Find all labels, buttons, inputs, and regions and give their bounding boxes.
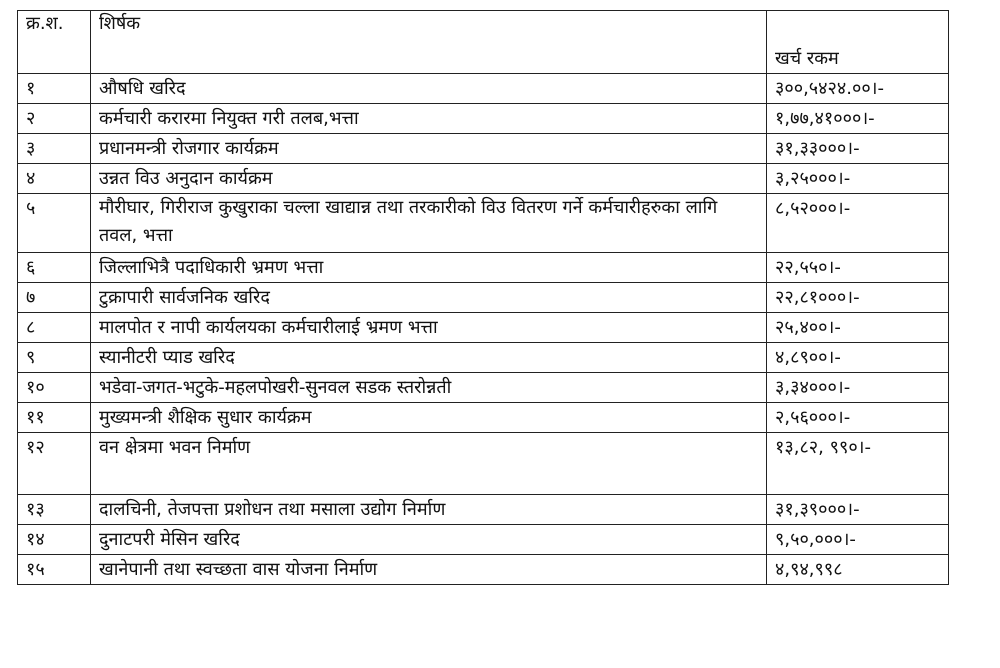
table-row <box>18 555 949 585</box>
table-row <box>18 164 949 194</box>
header-title: शिर्षक <box>91 11 767 74</box>
table-row <box>18 343 949 373</box>
row-title: प्रधानमन्त्री रोजगार कार्यक्रम <box>91 134 767 164</box>
row-amount: ८,५२०००।- <box>767 194 949 253</box>
row-amount: ९,५०,०००।- <box>767 525 949 555</box>
row-title: वन क्षेत्रमा भवन निर्माण <box>91 433 767 495</box>
table-row <box>18 194 949 253</box>
row-amount: ३१,३३०००।- <box>767 134 949 164</box>
row-title: जिल्लाभित्रै पदाधिकारी भ्रमण भत्ता <box>91 253 767 283</box>
row-amount: ३१,३९०००।- <box>767 495 949 525</box>
row-amount: २५,४००।- <box>767 313 949 343</box>
table-row <box>18 253 949 283</box>
row-serial: १० <box>18 373 91 403</box>
row-amount: ४,८९००।- <box>767 343 949 373</box>
table-header-row <box>18 11 949 74</box>
row-serial: १ <box>18 74 91 104</box>
table-row <box>18 373 949 403</box>
table-row <box>18 313 949 343</box>
row-serial: ९ <box>18 343 91 373</box>
table-row <box>18 134 949 164</box>
header-amount: खर्च रकम <box>767 11 949 74</box>
row-amount: २२,८१०००।- <box>767 283 949 313</box>
row-title: औषधि खरिद <box>91 74 767 104</box>
table-row <box>18 495 949 525</box>
row-title: कर्मचारी करारमा नियुक्त गरी तलब,भत्ता <box>91 104 767 134</box>
table-row <box>18 433 949 495</box>
row-amount: २,५६०००।- <box>767 403 949 433</box>
row-title: दालचिनी, तेजपत्ता प्रशोधन तथा मसाला उद्योग निर्माण <box>91 495 767 525</box>
header-serial: क्र.श. <box>18 11 91 74</box>
row-amount: ३,३४०००।- <box>767 373 949 403</box>
row-title: स्यानीटरी प्याड खरिद <box>91 343 767 373</box>
row-amount: ३००,५४२४.००।- <box>767 74 949 104</box>
row-serial: २ <box>18 104 91 134</box>
row-serial: ३ <box>18 134 91 164</box>
row-title: भडेवा-जगत-भटुके-महलपोखरी-सुनवल सडक स्तरोन्नती <box>91 373 767 403</box>
row-amount: ४,९४,९९८ <box>767 555 949 585</box>
table-row <box>18 104 949 134</box>
row-amount: १,७७,४१०००।- <box>767 104 949 134</box>
row-title: खानेपानी तथा स्वच्छता वास योजना निर्माण <box>91 555 767 585</box>
row-title: मौरीघार, गिरीराज कुखुराका चल्ला खाद्यान्न तथा तरकारीको विउ वितरण गर्ने कर्मचारीहरुका लागि तवल, भत्ता <box>91 194 767 253</box>
row-title: टुक्रापारी सार्वजनिक खरिद <box>91 283 767 313</box>
expense-table <box>17 10 949 585</box>
table-row <box>18 283 949 313</box>
row-title: मुख्यमन्त्री शैक्षिक सुधार कार्यक्रम <box>91 403 767 433</box>
table-row <box>18 74 949 104</box>
row-serial: ६ <box>18 253 91 283</box>
row-serial: ५ <box>18 194 91 253</box>
row-amount: ३,२५०००।- <box>767 164 949 194</box>
row-serial: ७ <box>18 283 91 313</box>
row-amount: २२,५५०।- <box>767 253 949 283</box>
row-title: मालपोत र नापी कार्यलयका कर्मचारीलाई भ्रमण भत्ता <box>91 313 767 343</box>
row-serial: ११ <box>18 403 91 433</box>
row-serial: १३ <box>18 495 91 525</box>
row-serial: १२ <box>18 433 91 495</box>
row-amount: १३,८२, ९९०।- <box>767 433 949 495</box>
row-serial: ८ <box>18 313 91 343</box>
row-title: उन्नत विउ अनुदान कार्यक्रम <box>91 164 767 194</box>
row-serial: १४ <box>18 525 91 555</box>
table-row <box>18 403 949 433</box>
row-serial: ४ <box>18 164 91 194</box>
table-row <box>18 525 949 555</box>
row-serial: १५ <box>18 555 91 585</box>
row-title: दुनाटपरी मेसिन खरिद <box>91 525 767 555</box>
